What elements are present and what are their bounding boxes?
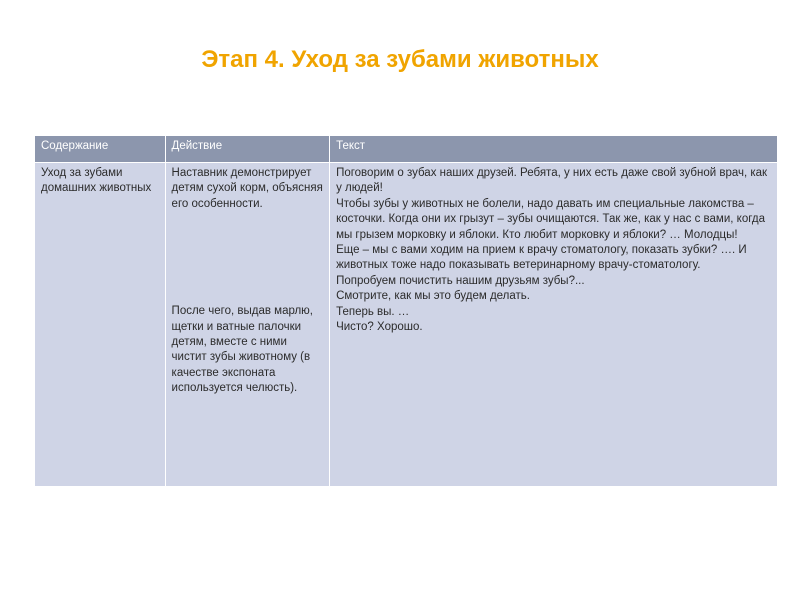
action-spacer: [172, 212, 325, 304]
text-line: Чтобы зубы у животных не болели, надо давать им специальные лакомства – косточки. Когда они их грызут – зубы очищаются. Так же, как у нас с вами, когда мы грызем морковку и яблоки. Кто любит морковку и яблоки? … Молодцы!: [336, 197, 765, 241]
action-text-part2: После чего, выдав марлю, щетки и ватные палочки детям, вместе с ними чистит зубы животному (в качестве экспоната используется челюсть).: [171, 305, 313, 395]
action-cell: [165, 163, 330, 487]
text-line: Попробуем почистить нашим друзьям зубы?...: [336, 274, 585, 287]
text-line: Поговорим о зубах наших друзей. Ребята, у них есть даже свой зубной врач, как у людей!: [336, 167, 768, 195]
text-line: Чисто? Хорошо.: [336, 321, 423, 334]
table-header-row: [35, 136, 778, 163]
header-text: Текст: [330, 136, 778, 163]
slide-title: Этап 4. Уход за зубами животных: [201, 46, 599, 73]
table-row: [35, 163, 778, 487]
header-content: Содержание: [35, 136, 166, 163]
text-line: Теперь вы. …: [336, 305, 410, 318]
text-cell: [330, 163, 778, 487]
action-text-part1: Наставник демонстрирует детям сухой корм, объясняя его особенности.: [171, 167, 323, 210]
header-action: Действие: [165, 136, 330, 163]
text-line: Смотрите, как мы это будем делать.: [336, 290, 530, 303]
content-cell: [35, 163, 166, 487]
stage-table: [34, 135, 778, 487]
content-text: Уход за зубами домашних животных: [41, 167, 152, 195]
text-line: Еще – мы с вами ходим на прием к врачу стоматологу, показать зубки? …. И животных тоже надо показывать ветеринарному врачу-стоматологу.: [336, 244, 747, 272]
